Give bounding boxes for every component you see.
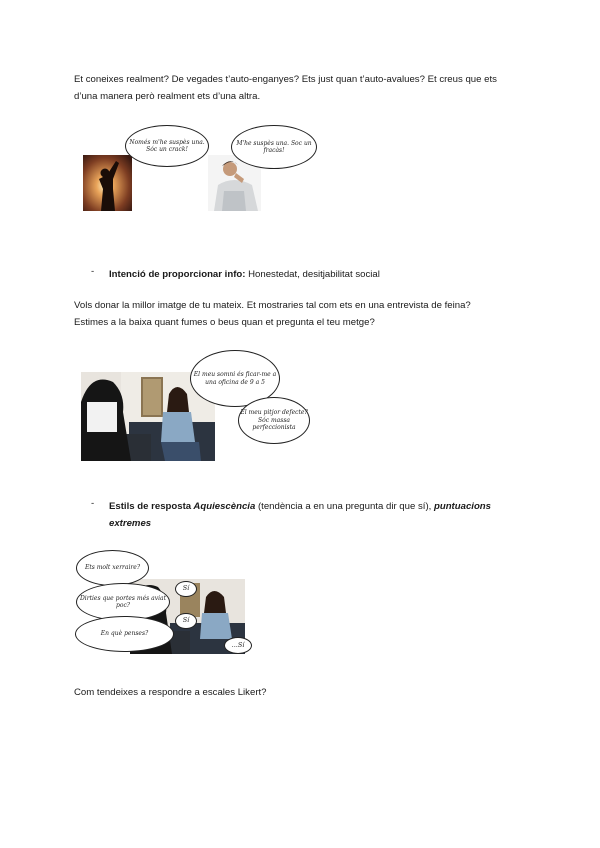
answer-bubble-3: ...Sí (224, 637, 252, 654)
bullet-response-styles (109, 498, 529, 532)
answer-bubble-2: Sí (175, 613, 197, 629)
bullet-dash-2: - (91, 498, 95, 509)
speech-bubble-failure: M'he suspès una. Soc un fracàs! (231, 125, 317, 169)
bullet-dash: - (91, 266, 95, 277)
speech-bubble-proud: Només m'he suspès una. Sóc un crack! (125, 125, 209, 167)
bullet2-acquiescence: Aquiescència (191, 501, 256, 512)
para2-line-2: Estimes a la baixa quant fumes o beus quan et pregunta el teu metge? (74, 317, 375, 328)
speech-bubble-dream-job: El meu somni és ficar-me a una oficina de 9 a 5 (190, 350, 280, 407)
speech-bubble-worst-defect: El meu pitjor defecte? Sóc massa perfeccionista (238, 397, 310, 444)
speech-bubble-thinking: En què penses? (75, 616, 174, 652)
bullet-response-intent (109, 266, 380, 283)
bullet2-extreme-1: puntuacions (431, 501, 492, 512)
closing-question: Com tendeixes a respondre a escales Likert? (74, 687, 267, 698)
speech-bubble-talkative: Ets molt xerraire? (76, 550, 149, 586)
speech-bubble-speak-little: Dirties que portes més aviat poc? (76, 583, 170, 621)
bullet2-extreme-2: extremes (109, 518, 152, 529)
bullet-title: Intenció de proporcionar info: (109, 269, 246, 280)
intro-line-1: Et coneixes realment? De vegades t’auto-enganyes? Ets just quan t’auto-avalues? Et creus que ets (74, 74, 497, 85)
photo-triumphant-person (83, 155, 132, 211)
bullet2-text: (tendència a en una pregunta dir que sí), (255, 501, 432, 512)
bullet2-title: Estils de resposta (109, 501, 192, 512)
answer-bubble-1: Sí (175, 581, 197, 597)
bullet-text: Honestedat, desitjabilitat social (245, 269, 380, 280)
para2-line-1: Vols donar la millor imatge de tu mateix. Et mostraries tal com ets en una entrevista de feina? (74, 300, 471, 311)
intro-line-2: d’una manera però realment ets d’una altra. (74, 91, 261, 102)
